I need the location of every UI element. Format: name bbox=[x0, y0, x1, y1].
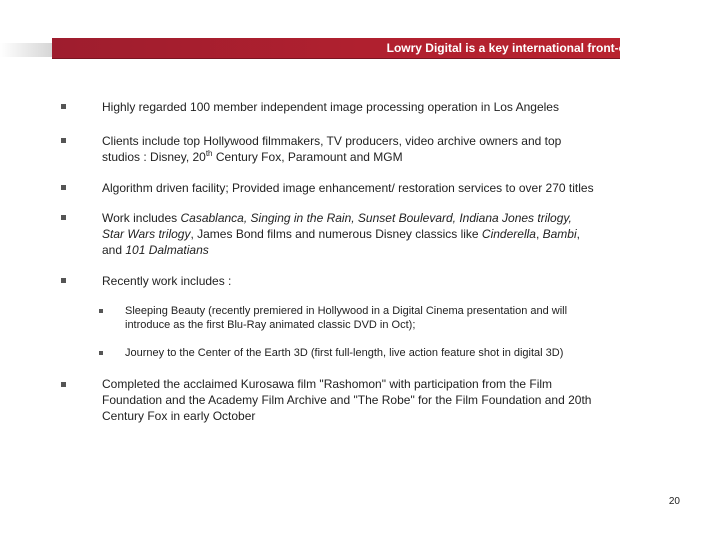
slide-title: Lowry Digital is a key international front-end in Hollywood bbox=[386, 41, 718, 55]
bullet-4-line-2 bbox=[102, 226, 580, 242]
bullet-6-line-3: Century Fox in early October bbox=[102, 409, 256, 423]
bullet-6 bbox=[102, 376, 591, 424]
bullet-5 bbox=[102, 273, 231, 289]
bullet-4-text: Work includes bbox=[102, 211, 181, 225]
bullet-4-line-3 bbox=[102, 242, 580, 258]
film-titles: Casablanca, Singing in the Rain, Sunset Boulevard, Indiana Jones trilogy, bbox=[180, 211, 572, 225]
bullet-5-text: Recently work includes : bbox=[102, 274, 232, 288]
page-number: 20 bbox=[668, 496, 680, 507]
bullet-marker bbox=[61, 138, 66, 143]
film-title: Bambi bbox=[542, 227, 577, 241]
sub-bullet-1 bbox=[125, 304, 567, 332]
bullet-3-text: Algorithm driven facility; Provided image enhancement/ restoration services to over 270 titles bbox=[102, 181, 594, 195]
film-title: 101 Dalmatians bbox=[125, 243, 209, 257]
bullet-2-text-cont: Century Fox, Paramount and MGM bbox=[212, 150, 403, 164]
sub-bullet-marker bbox=[99, 309, 103, 313]
bullet-marker bbox=[61, 104, 66, 109]
sub-bullet-1-line-1: Sleeping Beauty (recently premiered in Hollywood in a Digital Cinema presentation and will bbox=[125, 305, 568, 317]
bullet-2 bbox=[102, 133, 561, 165]
bullet-3 bbox=[102, 180, 594, 196]
bullet-marker bbox=[61, 382, 66, 387]
bullet-6-line-1: Completed the acclaimed Kurosawa film "Rashomon" with participation from the Film bbox=[102, 377, 553, 391]
film-title: Star Wars trilogy bbox=[102, 227, 191, 241]
bullet-4 bbox=[102, 210, 580, 258]
sub-bullet-2-text: Journey to the Center of the Earth 3D (first full-length, live action feature shot in digital 3D) bbox=[125, 347, 564, 359]
bullet-2-text: studios : Disney, 20 bbox=[102, 150, 206, 164]
bullet-marker bbox=[61, 278, 66, 283]
superscript: th bbox=[205, 149, 213, 158]
bullet-1-text: Highly regarded 100 member independent image processing operation in Los Angeles bbox=[102, 100, 559, 114]
bullet-2-line-2 bbox=[102, 149, 561, 165]
bullet-4-line-1 bbox=[102, 210, 580, 226]
separator: , bbox=[576, 227, 580, 241]
sub-bullet-1-line-2: introduce as the first Blu-Ray animated classic DVD in Oct); bbox=[125, 319, 416, 331]
bullet-marker bbox=[61, 215, 66, 220]
film-title: Cinderella bbox=[481, 227, 536, 241]
bullet-6-line-2: Foundation and the Academy Film Archive and "The Robe" for the Film Foundation and 20th bbox=[102, 393, 592, 407]
separator: , bbox=[535, 227, 543, 241]
bullet-2-line-1: Clients include top Hollywood filmmakers, TV producers, video archive owners and top bbox=[102, 134, 562, 148]
bullet-4-text-mid: , James Bond films and numerous Disney classics like bbox=[190, 227, 482, 241]
bullet-4-text-and: and bbox=[102, 243, 126, 257]
sub-bullet-marker bbox=[99, 351, 103, 355]
bullet-marker bbox=[61, 185, 66, 190]
sub-bullet-2 bbox=[125, 346, 563, 360]
bullet-1 bbox=[102, 99, 559, 115]
